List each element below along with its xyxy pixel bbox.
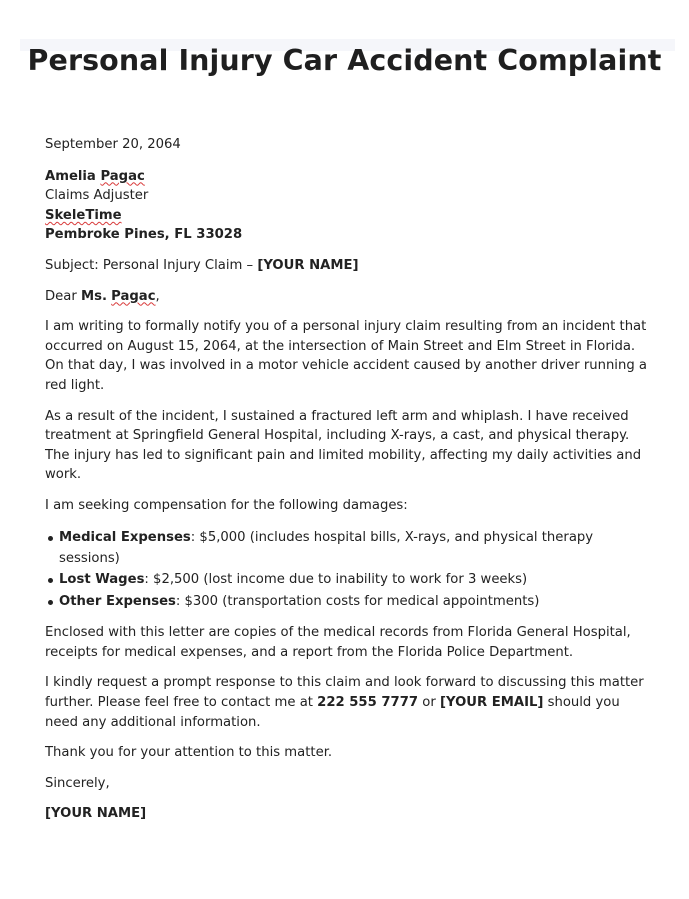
paragraph-enclosures: Enclosed with this letter are copies of the medical records from Florida General Hospital, receipts for medical expenses, and a report from the Florida Police Department. — [45, 625, 631, 660]
request-text-2: or — [418, 694, 440, 710]
list-item — [45, 527, 655, 570]
recipient-first-name: Amelia — [45, 168, 96, 184]
damage-label: Lost Wages — [59, 572, 145, 588]
damage-label: Medical Expenses — [59, 529, 191, 545]
recipient-company: SkeleTime — [45, 207, 122, 223]
salutation-dear: Dear — [45, 288, 81, 304]
damage-detail: : $300 (transportation costs for medical appointments) — [175, 593, 540, 609]
contact-phone: 222 555 7777 — [317, 694, 419, 710]
page-title: Personal Injury Car Accident Complaint — [27, 44, 662, 77]
salutation-last-name: Pagac — [111, 288, 156, 304]
recipient-address-block — [45, 167, 655, 245]
recipient-position: Claims Adjuster — [45, 188, 149, 204]
request-text-3: should you need any additional information. — [45, 694, 620, 730]
damages-list — [45, 527, 655, 613]
recipient-company-line — [45, 206, 655, 226]
salutation-comma: , — [155, 288, 160, 304]
request-text-1: I kindly request a prompt response to this claim and look forward to discussing this matter further. Please feel free to contact me at — [45, 675, 644, 710]
damage-detail: : $5,000 (includes hospital bills, X-rays, and physical therapy sessions) — [59, 529, 594, 566]
letter-date: September 20, 2064 — [45, 137, 181, 152]
list-item — [45, 591, 655, 612]
recipient-name — [45, 167, 655, 187]
paragraph-request — [45, 673, 655, 732]
damage-label: Other Expenses — [59, 593, 176, 609]
closing-line: Sincerely, — [45, 775, 110, 791]
subject-name-placeholder: [YOUR NAME] — [257, 257, 359, 273]
list-item — [45, 569, 655, 590]
subject-line — [45, 256, 655, 276]
recipient-city-state-zip: Pembroke Pines, FL 33028 — [45, 227, 243, 243]
letter-body — [45, 135, 655, 835]
email-placeholder: [YOUR EMAIL] — [439, 694, 544, 710]
paragraph-injuries: As a result of the incident, I sustained a fractured left arm and whiplash. I have received treatment at Springfield General Hospital, including X-rays, a cast, and physical therapy. The injury has led to significant pain and limited mobility, affecting my daily activities and work. — [45, 408, 642, 483]
salutation-title: Ms. — [80, 288, 107, 304]
thanks-line: Thank you for your attention to this matter. — [45, 745, 333, 761]
subject-prefix: Subject: Personal Injury Claim – — [45, 257, 258, 273]
recipient-last-name: Pagac — [100, 168, 145, 184]
paragraph-incident: I am writing to formally notify you of a personal injury claim resulting from an incident that occurred on August 15, 2064, at the intersection of Main Street and Elm Street in Florida. On that day, I was involved in a motor vehicle accident caused by another driver running a red light. — [45, 319, 647, 393]
damages-intro: I am seeking compensation for the following damages: — [45, 497, 408, 513]
damage-detail: : $2,500 (lost income due to inability to work for 3 weeks) — [144, 572, 528, 588]
signature-placeholder: [YOUR NAME] — [45, 806, 147, 822]
salutation — [45, 287, 655, 307]
